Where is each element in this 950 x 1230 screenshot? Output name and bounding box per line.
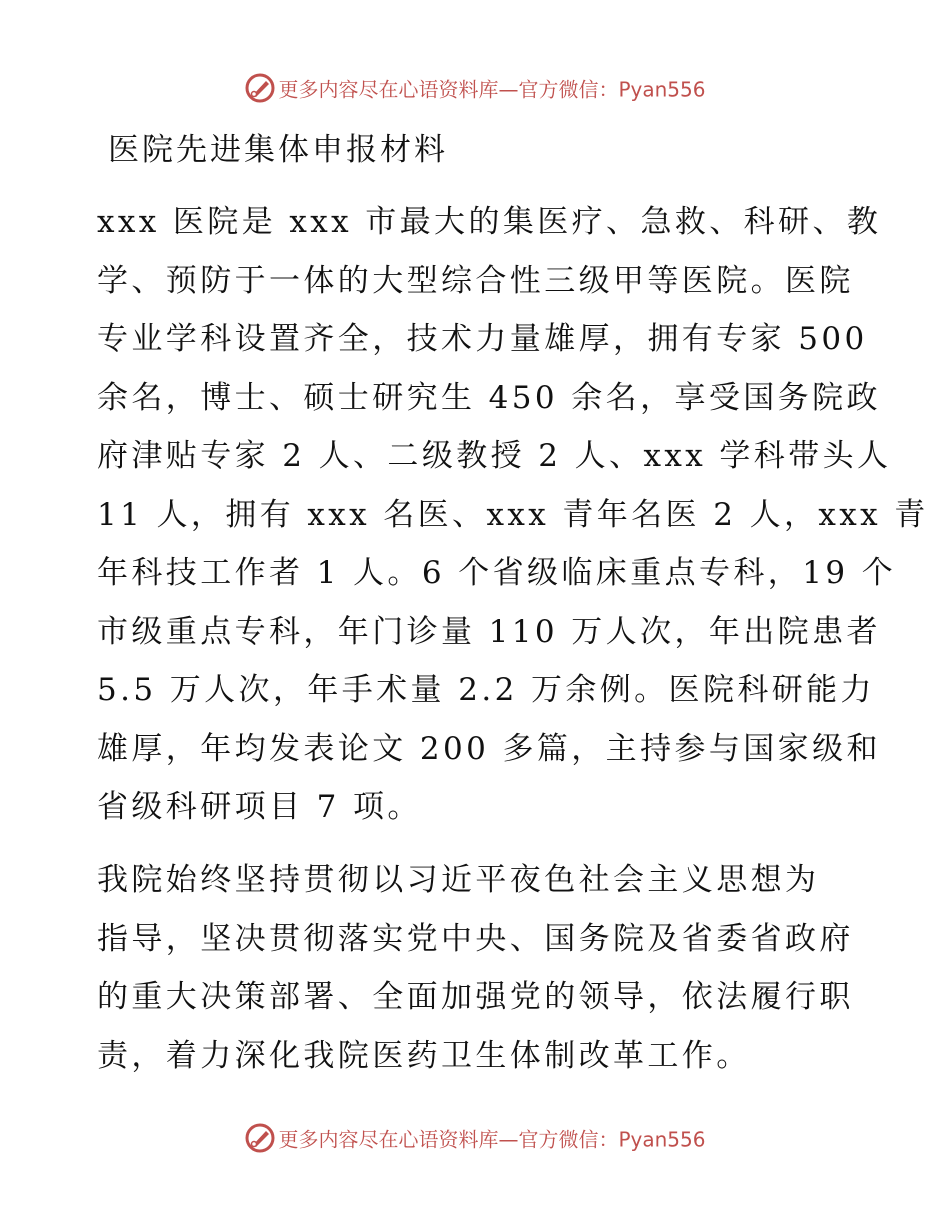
paragraph-line: 专业学科设置齐全，技术力量雄厚，拥有专家 500 — [97, 321, 868, 357]
paragraph-line: 市级重点专科，年门诊量 110 万人次，年出院患者 — [97, 613, 881, 650]
paragraph-line: 的重大决策部署、全面加强党的领导，依法履行职 — [97, 979, 854, 1015]
paragraph-line: 余名，博士、硕士研究生 450 余名，享受国务院政 — [97, 379, 881, 416]
paragraph-line: 学、预防于一体的大型综合性三级甲等医院。医院 — [97, 262, 854, 299]
paragraph-line: 府津贴专家 2 人、二级教授 2 人、xxx 学科带头人 — [97, 438, 892, 474]
paragraph-line: 5.5 万人次，年手术量 2.2 万余例。医院科研能力 — [97, 672, 875, 708]
logo-icon — [244, 1122, 276, 1154]
paragraph-2 — [97, 851, 857, 1085]
watermark-footer — [0, 1122, 950, 1154]
paragraph-line: 指导，坚决贯彻落实党中央、国务院及省委省政府 — [97, 920, 854, 957]
logo-icon — [244, 72, 276, 104]
paragraph-line: 雄厚，年均发表论文 200 多篇，主持参与国家级和 — [97, 730, 881, 767]
paragraph-1 — [97, 193, 929, 837]
paragraph-line: 11 人，拥有 xxx 名医、xxx 青年名医 2 人，xxx 青 — [97, 496, 929, 533]
paragraph-line: 年科技工作者 1 人。6 个省级临床重点专科，19 个 — [97, 555, 897, 591]
document-title: 医院先进集体申报材料 — [108, 132, 448, 168]
paragraph-line: 省级科研项目 7 项。 — [97, 789, 422, 825]
paragraph-line: 责，着力深化我院医药卫生体制改革工作。 — [97, 1037, 751, 1074]
watermark-text: 更多内容尽在心语资料库—官方微信：Pyan556 — [278, 1127, 706, 1152]
paragraph-line: xxx 医院是 xxx 市最大的集医疗、急救、科研、教 — [97, 204, 882, 240]
watermark-header — [0, 72, 950, 104]
paragraph-line: 我院始终坚持贯彻以习近平夜色社会主义思想为 — [97, 862, 820, 898]
watermark-text: 更多内容尽在心语资料库—官方微信：Pyan556 — [278, 77, 706, 102]
